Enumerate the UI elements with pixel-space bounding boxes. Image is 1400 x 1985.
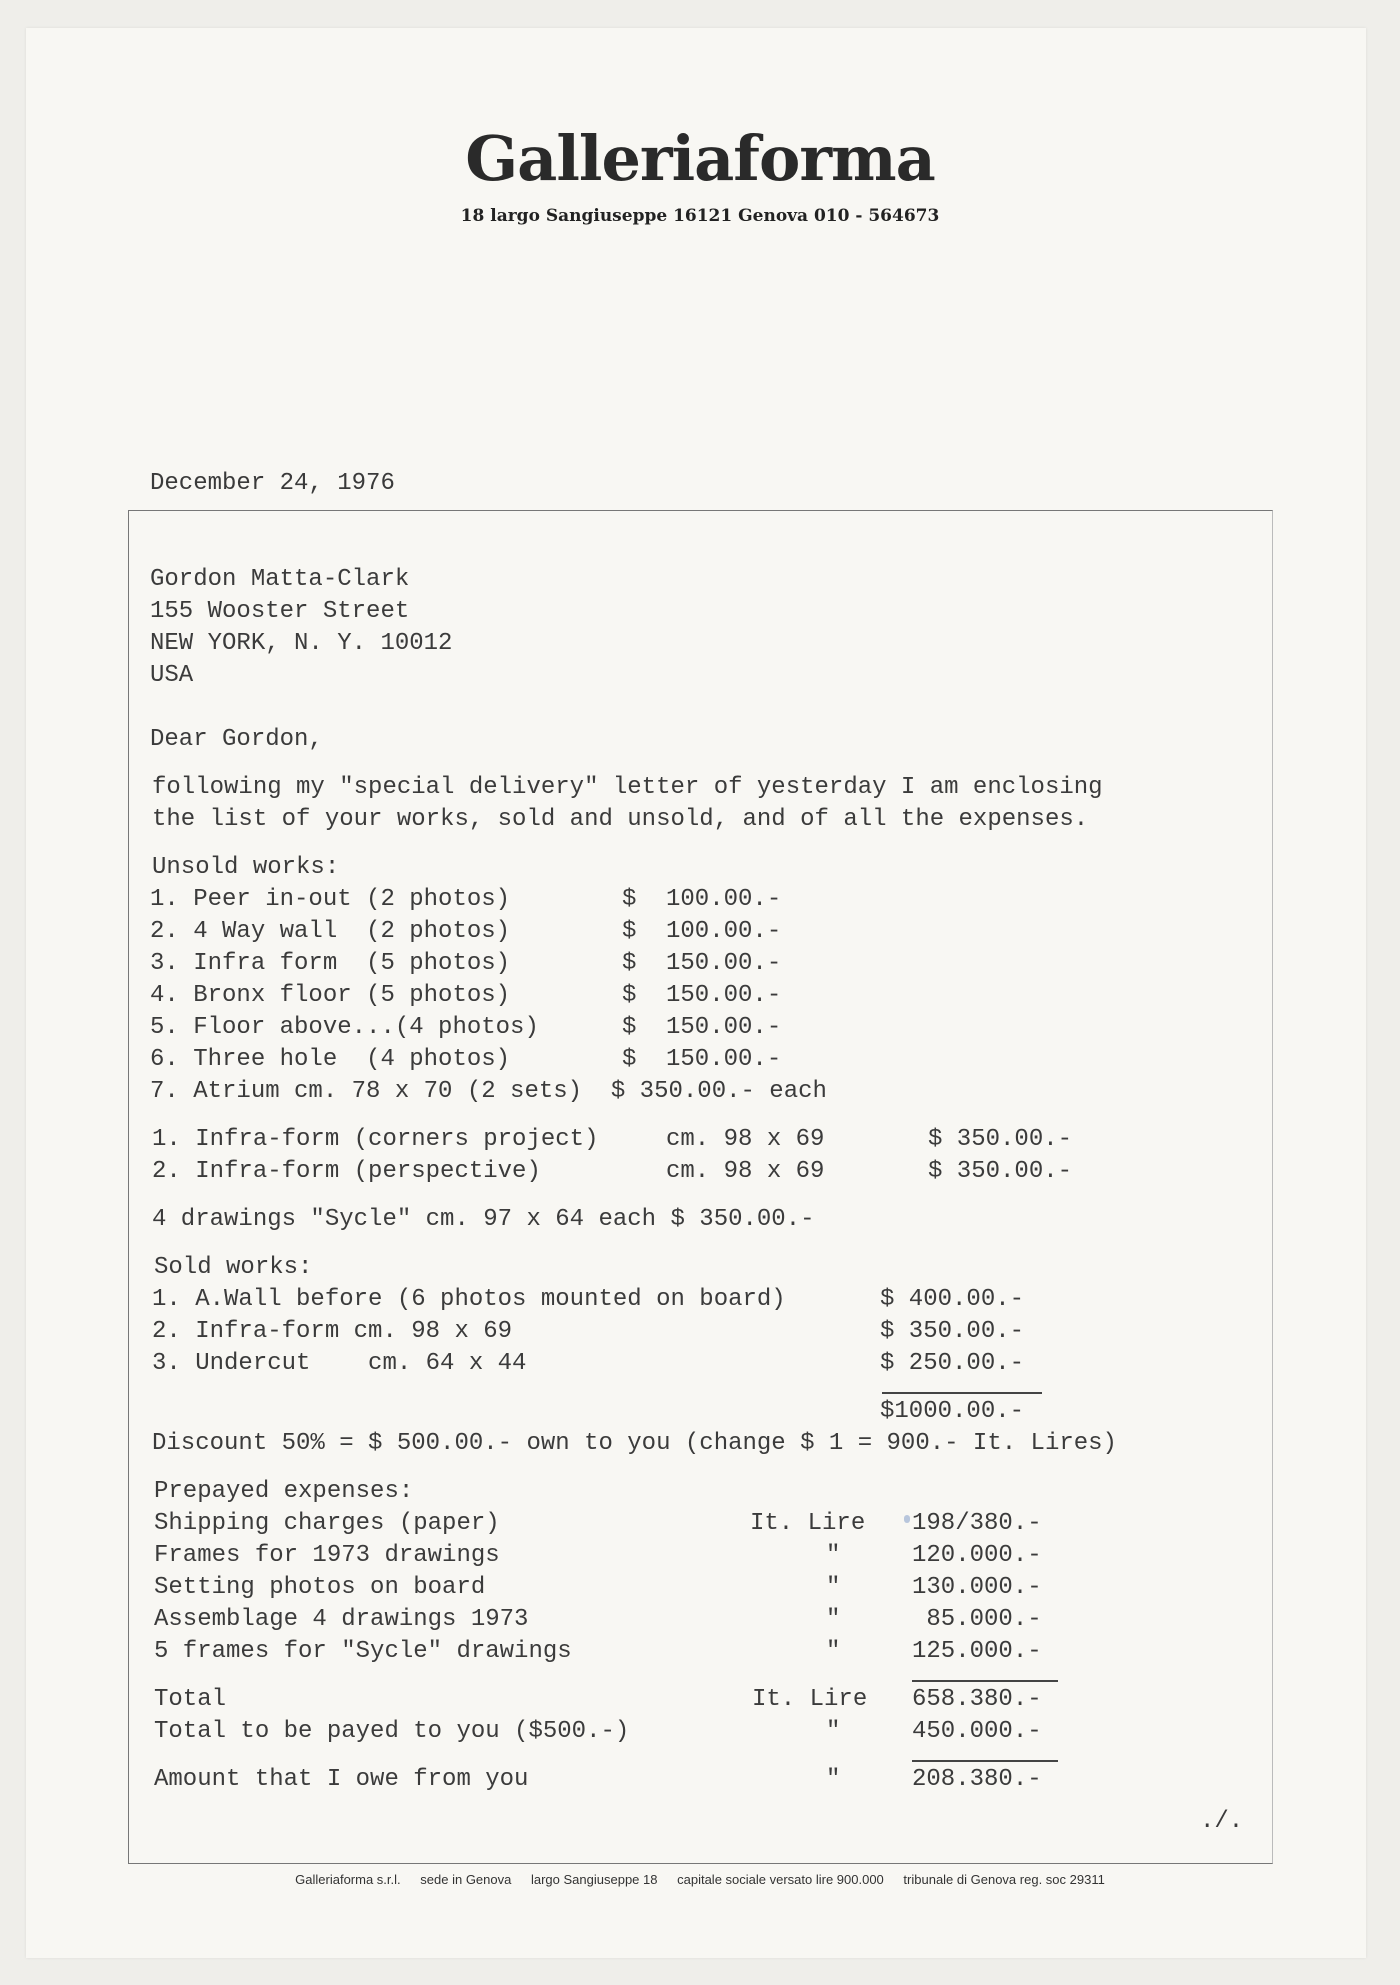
sold-total-rule: [882, 1392, 1042, 1394]
unsold-item-text: 6. Three hole (4 photos): [150, 1046, 511, 1073]
drawing-item-text: 2. Infra-form (perspective): [152, 1158, 541, 1185]
unsold-item-amount: 150.00.-: [666, 982, 782, 1009]
expense-item-amount: 120.000.-: [912, 1542, 1042, 1569]
letter-date: December 24, 1976: [150, 470, 395, 497]
intro-line: following my "special delivery" letter of yesterday I am enclosing: [152, 774, 1103, 801]
sold-item-text: 1. A.Wall before (6 photos mounted on board): [152, 1286, 786, 1313]
letterhead-address: 18 largo Sangiuseppe 16121 Genova 010 - 564673: [460, 206, 940, 226]
unsold-item-amount: 150.00.-: [666, 1014, 782, 1041]
unsold-item-amount: 100.00.-: [666, 886, 782, 913]
unsold-item-currency: $: [622, 950, 637, 977]
payed-amount: 450.000.-: [912, 1718, 1042, 1745]
expense-item-amount: 125.000.-: [912, 1638, 1042, 1665]
drawing-item-size: cm. 98 x 69: [666, 1126, 825, 1153]
unsold-item-text: 2. 4 Way wall (2 photos): [150, 918, 511, 945]
owe-amount: 208.380.-: [912, 1766, 1042, 1793]
sold-heading: Sold works:: [154, 1254, 313, 1281]
expense-item-text: Assemblage 4 drawings 1973: [154, 1606, 529, 1633]
unsold-item-text: 4. Bronx floor (5 photos): [150, 982, 511, 1009]
sold-total: $1000.00.-: [880, 1398, 1025, 1425]
expense-item-amount: 85.000.-: [912, 1606, 1042, 1633]
expenses-total-label: Total: [154, 1686, 227, 1713]
unsold-item-currency: $: [622, 886, 637, 913]
expense-item-text: Setting photos on board: [154, 1574, 486, 1601]
unsold-atrium: 7. Atrium cm. 78 x 70 (2 sets) $ 350.00.- each: [150, 1078, 827, 1105]
continuation-mark: ./.: [1200, 1808, 1244, 1835]
footer-seat: sede in Genova: [420, 1872, 512, 1887]
sycle-drawings: 4 drawings "Sycle" cm. 97 x 64 each $ 350.00.-: [152, 1206, 815, 1233]
expense-item-text: Shipping charges (paper): [154, 1510, 500, 1537]
expense-item-text: 5 frames for "Sycle" drawings: [154, 1638, 572, 1665]
footer-capital: capitale sociale versato lire 900.000: [677, 1872, 884, 1887]
footer-registry: tribunale di Genova reg. soc 29311: [903, 1872, 1105, 1887]
unsold-item-amount: 150.00.-: [666, 1046, 782, 1073]
expense-item-amount: 130.000.-: [912, 1574, 1042, 1601]
expenses-heading: Prepayed expenses:: [154, 1478, 414, 1505]
sold-item-text: 3. Undercut cm. 64 x 44: [152, 1350, 527, 1377]
recipient-street: 155 Wooster Street: [150, 598, 410, 625]
letterhead-name: Galleriaforma: [465, 122, 935, 195]
discount-line: Discount 50% = $ 500.00.- own to you (change $ 1 = 900.- It. Lires): [152, 1430, 1117, 1457]
owe-rule: [912, 1760, 1058, 1762]
unsold-item-text: 1. Peer in-out (2 photos): [150, 886, 511, 913]
expenses-total-amount: 658.380.-: [912, 1686, 1042, 1713]
footer-address: largo Sangiuseppe 18: [530, 1872, 658, 1887]
expense-item-unit: It. Lire: [750, 1510, 866, 1537]
unsold-item-amount: 100.00.-: [666, 918, 782, 945]
unsold-item-currency: $: [622, 918, 637, 945]
unsold-item-currency: $: [622, 1046, 637, 1073]
expenses-total-rule: [912, 1680, 1058, 1682]
owe-label: Amount that I owe from you: [154, 1766, 529, 1793]
salutation: Dear Gordon,: [150, 726, 323, 753]
drawing-item-amount: $ 350.00.-: [928, 1126, 1073, 1153]
unsold-item-amount: 150.00.-: [666, 950, 782, 977]
drawing-item-amount: $ 350.00.-: [928, 1158, 1073, 1185]
owe-unit: ": [826, 1766, 841, 1793]
sold-item-text: 2. Infra-form cm. 98 x 69: [152, 1318, 513, 1345]
footer: [0, 1872, 1400, 1887]
unsold-item-currency: $: [622, 982, 637, 1009]
expense-item-amount: 198/380.-: [912, 1510, 1042, 1537]
expense-item-unit: ": [826, 1574, 841, 1601]
recipient-city: NEW YORK, N. Y. 10012: [150, 630, 453, 657]
expense-item-unit: ": [826, 1542, 841, 1569]
unsold-item-currency: $: [622, 1014, 637, 1041]
payed-label: Total to be payed to you ($500.-): [154, 1718, 630, 1745]
unsold-item-text: 5. Floor above...(4 photos): [150, 1014, 539, 1041]
recipient-country: USA: [150, 662, 194, 689]
recipient-name: Gordon Matta-Clark: [150, 566, 410, 593]
sold-item-amount: $ 350.00.-: [880, 1318, 1025, 1345]
drawing-item-size: cm. 98 x 69: [666, 1158, 825, 1185]
expense-item-unit: ": [826, 1638, 841, 1665]
expense-item-unit: ": [826, 1606, 841, 1633]
intro-line: the list of your works, sold and unsold, and of all the expenses.: [152, 806, 1089, 833]
expense-item-text: Frames for 1973 drawings: [154, 1542, 500, 1569]
sold-item-amount: $ 250.00.-: [880, 1350, 1025, 1377]
footer-company: Galleriaforma s.r.l.: [295, 1872, 401, 1887]
unsold-item-text: 3. Infra form (5 photos): [150, 950, 511, 977]
sold-item-amount: $ 400.00.-: [880, 1286, 1025, 1313]
drawing-item-text: 1. Infra-form (corners project): [152, 1126, 599, 1153]
expenses-total-unit: It. Lire: [752, 1686, 868, 1713]
ink-mark: [904, 1515, 910, 1523]
unsold-heading: Unsold works:: [152, 854, 340, 881]
payed-unit: ": [826, 1718, 841, 1745]
